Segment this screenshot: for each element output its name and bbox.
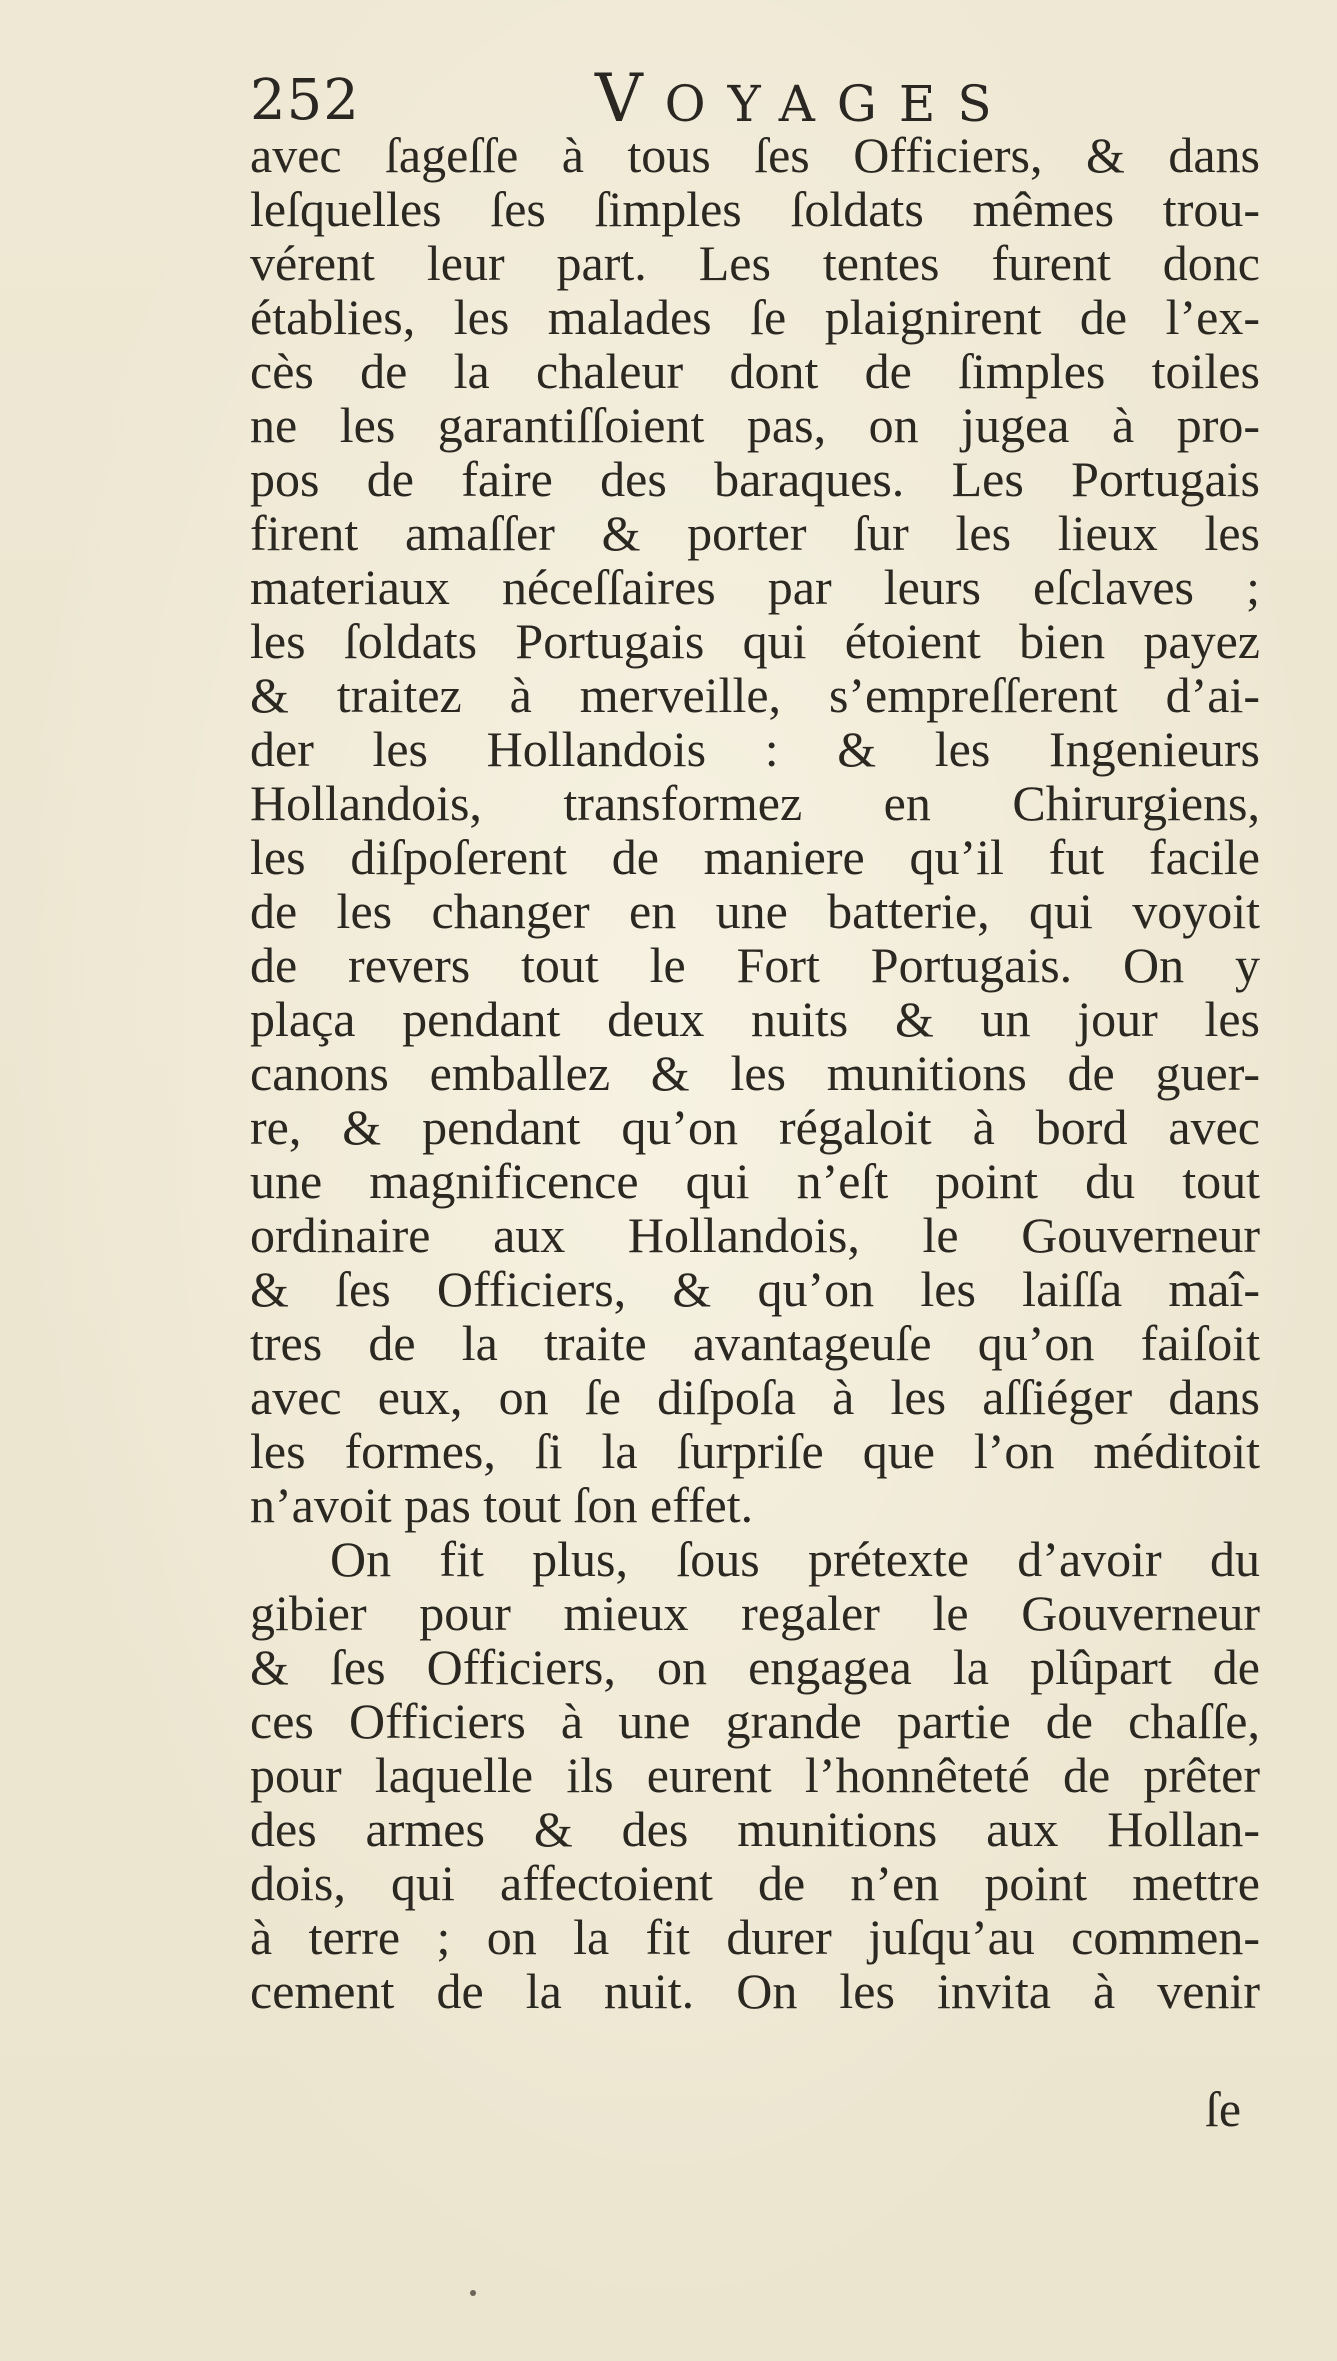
text-line: cement de la nuit. On les invita à venir (250, 1963, 1260, 2019)
text-line: re, & pendant qu’on régaloit à bord avec (250, 1099, 1260, 1155)
text-line: tres de la traite avantageuſe qu’on faiſoit (250, 1315, 1260, 1371)
running-head-rest: OYAGES (664, 75, 1014, 133)
text-line: les diſpoſerent de maniere qu’il fut facile (250, 829, 1260, 885)
text-line: der les Hollandois : & les Ingenieurs (250, 721, 1260, 777)
text-line: firent amaſſer & porter ſur les lieux les (250, 505, 1260, 561)
text-line: les formes, ſi la ſurpriſe que l’on méditoit (250, 1423, 1260, 1479)
running-head (595, 60, 1014, 137)
catchword: ſe (1205, 2081, 1242, 2137)
text-line: & ſes Officiers, & qu’on les laiſſa maî- (250, 1261, 1260, 1317)
text-line: une magnificence qui n’eſt point du tout (250, 1153, 1260, 1209)
text-line: ne les garantiſſoient pas, on jugea à pro- (250, 397, 1260, 453)
text-line: établies, les malades ſe plaignirent de l’ex- (250, 289, 1260, 345)
text-line: ces Officiers à une grande partie de chaſſe, (250, 1693, 1260, 1749)
running-head-initial: V (595, 60, 665, 137)
text-line: des armes & des munitions aux Hollan- (250, 1801, 1260, 1857)
paper-speck (470, 2290, 476, 2296)
text-line: & traitez à merveille, s’empreſſerent d’ai- (250, 667, 1260, 723)
text-line: pos de faire des baraques. Les Portugais (250, 451, 1260, 507)
text-line: dois, qui affectoient de n’en point mettre (250, 1855, 1260, 1911)
text-line: n’avoit pas tout ſon effet. (250, 1477, 754, 1533)
text-line: plaça pendant deux nuits & un jour les (250, 991, 1260, 1047)
text-line: On fit plus, ſous prétexte d’avoir du (330, 1531, 1260, 1587)
text-line: de les changer en une batterie, qui voyoit (250, 883, 1260, 939)
text-line: à terre ; on la fit durer juſqu’au commen- (250, 1909, 1260, 1965)
text-line: leſquelles ſes ſimples ſoldats mêmes trou- (250, 181, 1260, 237)
page-number: 252 (250, 68, 360, 133)
text-line: materiaux néceſſaires par leurs eſclaves ; (250, 559, 1260, 615)
text-line: pour laquelle ils eurent l’honnêteté de prêter (250, 1747, 1260, 1803)
text-line: avec ſageſſe à tous ſes Officiers, & dans (250, 127, 1260, 183)
text-line: canons emballez & les munitions de guer- (250, 1045, 1260, 1101)
text-line: ordinaire aux Hollandois, le Gouverneur (250, 1207, 1260, 1263)
text-line: les ſoldats Portugais qui étoient bien payez (250, 613, 1260, 669)
body-text (250, 128, 1260, 2018)
text-line: Hollandois, transformez en Chirurgiens, (250, 775, 1260, 831)
text-line: vérent leur part. Les tentes furent donc (250, 235, 1260, 291)
text-line: cès de la chaleur dont de ſimples toiles (250, 343, 1260, 399)
text-line: avec eux, on ſe diſpoſa à les aſſiéger dans (250, 1369, 1260, 1425)
text-line: gibier pour mieux regaler le Gouverneur (250, 1585, 1260, 1641)
text-line: & ſes Officiers, on engagea la plûpart de (250, 1639, 1260, 1695)
text-line: de revers tout le Fort Portugais. On y (250, 937, 1260, 993)
